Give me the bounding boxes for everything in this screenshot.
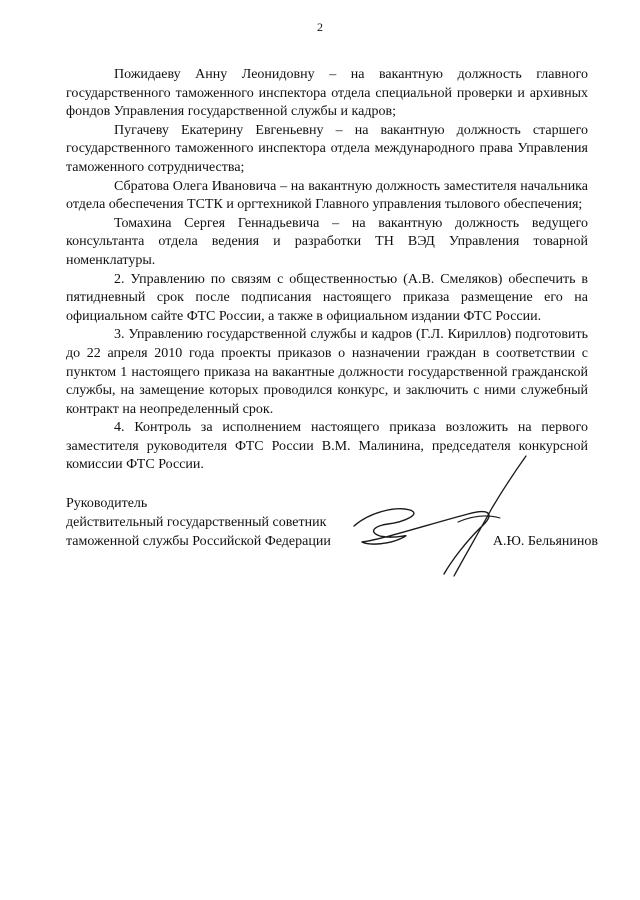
paragraph-appointment-pozhidaeva: Пожидаеву Анну Леонидовну – на вакантную должность главного государственного таможенного инспектора отдела специальной проверки и архивных фондов Управления государственной службы и кадров; [66, 67, 588, 120]
paragraph-item-4: 4. Контроль за исполнением настоящего приказа возложить на первого заместителя руководителя ФТС России В.М. Малинина, председателя конкурсной комиссии ФТС России. [66, 420, 588, 473]
paragraph-item-2: 2. Управлению по связям с общественностью (А.В. Смеляков) обеспечить в пятидневный срок после подписания настоящего приказа размещение его на официальном сайте ФТС России, а также в официальном издании ФТС России. [66, 271, 588, 324]
paragraph-appointment-sbratov: Сбратова Олега Ивановича – на вакантную должность заместителя начальника отдела обеспечения ТСТК и оргтехникой Главного управления тылового обеспечения; [66, 178, 588, 213]
paragraph-appointment-tomakhin: Томахина Сергея Геннадьевича – на вакантную должность ведущего консультанта отдела ведения и разработки ТН ВЭД Управления товарной номенклатуры. [66, 215, 588, 268]
order-body [66, 66, 588, 475]
signature-stroke [458, 516, 500, 522]
paragraph-appointment-pugacheva: Пугачеву Екатерину Евгеньевну – на вакантную должность старшего государственного таможенного инспектора отдела международного права Управления таможенного сотрудничества; [66, 122, 588, 175]
signatory-title-line: таможенной службы Российской Федерации [66, 534, 331, 549]
signatory-title-line: действительный государственный советник [66, 515, 327, 530]
signatory-title-line: Руководитель [66, 496, 148, 511]
paragraph-item-3: 3. Управлению государственной службы и кадров (Г.Л. Кириллов) подготовить до 22 апреля 2010 года проекты приказов о назначении граждан в соответствии с пунктом 1 настоящего приказа на вакантные должности государственной гражданской службы, на замещение которых проводился конкурс, и заключить с ними служебный контракт на неопределенный срок. [66, 327, 588, 417]
signer-name: А.Ю. Бельянинов [492, 534, 598, 549]
handwritten-signature [340, 448, 550, 588]
page-number: 2 [317, 20, 323, 34]
